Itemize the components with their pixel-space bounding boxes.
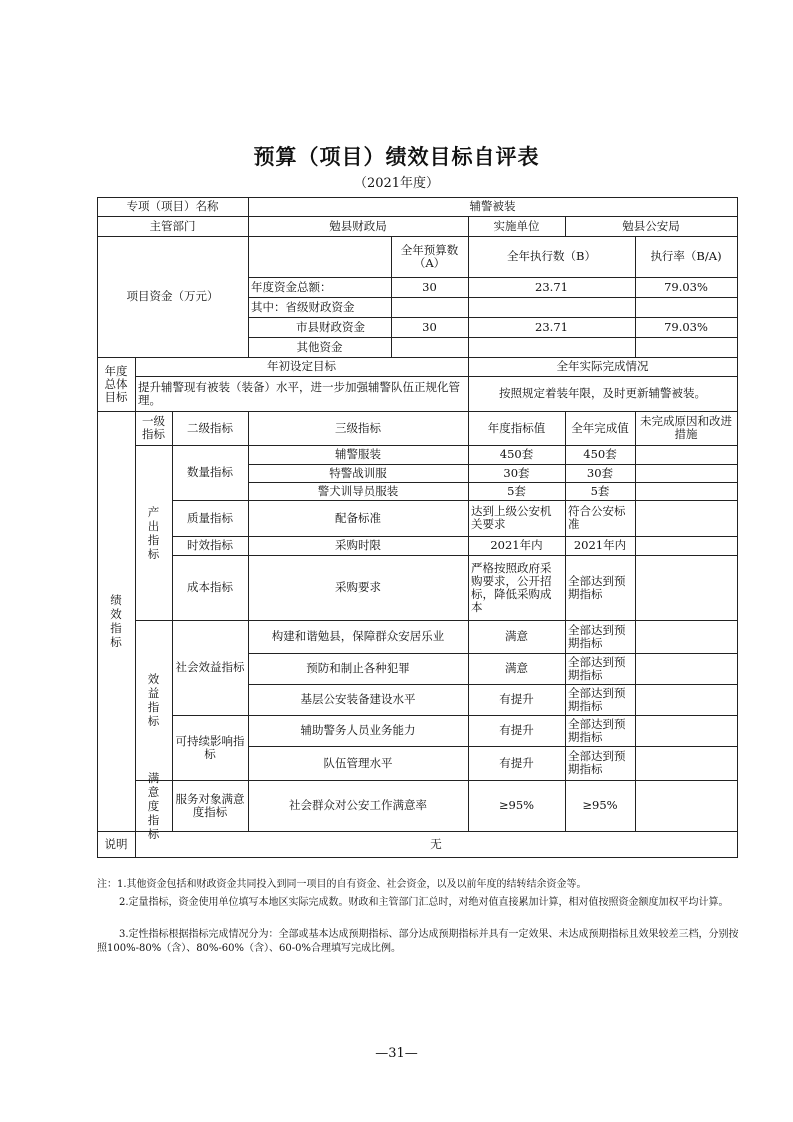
indicator-target bbox=[468, 445, 565, 464]
unit-value-text: 勉县公安局 bbox=[622, 218, 680, 233]
funds-row-budget bbox=[391, 317, 468, 337]
funds-row-name bbox=[270, 317, 391, 337]
dept-label-text: 主管部门 bbox=[149, 218, 196, 233]
indicator-actual-text: 450套 bbox=[583, 447, 617, 461]
indicator-reason bbox=[635, 555, 737, 620]
funds-row-budget-text: 30 bbox=[422, 279, 437, 294]
indicator-reason bbox=[635, 653, 737, 684]
dept-value bbox=[248, 216, 468, 236]
project-name-label-text: 专项（项目）名称 bbox=[126, 199, 219, 213]
l2-timeliness-text: 时效指标 bbox=[187, 538, 233, 552]
dept-label bbox=[97, 216, 248, 236]
funds-col-exec bbox=[468, 236, 635, 277]
funds-col-budget-text: 全年预算数（A） bbox=[400, 242, 459, 270]
l2-sustainable bbox=[172, 715, 248, 780]
perf-header-1-text: 二级指标 bbox=[187, 420, 233, 435]
indicator-name bbox=[248, 482, 468, 500]
funds-row-rate-text: 79.03% bbox=[664, 279, 708, 294]
indicator-target bbox=[468, 500, 565, 536]
indicator-name bbox=[248, 464, 468, 482]
indicator-actual bbox=[565, 780, 635, 831]
note-1: 注：1.其他资金包括和财政资金共同投入到同一项目的自有资金、社会资金，以及以前年度的结转结余资金等。 bbox=[97, 879, 587, 890]
indicator-target bbox=[468, 684, 565, 715]
perf-header-4-text: 全年完成值 bbox=[571, 420, 629, 435]
l1-output bbox=[135, 445, 172, 620]
table-row-rule bbox=[97, 857, 738, 858]
perf-header-3 bbox=[468, 411, 565, 445]
l1-satisfaction bbox=[135, 770, 172, 841]
funds-label bbox=[97, 236, 248, 357]
goals-col-initial bbox=[135, 357, 468, 376]
funds-row-name-text: 其他资金 bbox=[296, 339, 343, 354]
self-evaluation-table bbox=[97, 197, 737, 857]
l2-quality-text: 质量指标 bbox=[187, 510, 233, 525]
indicator-actual-text: 5套 bbox=[590, 483, 610, 498]
indicator-name bbox=[248, 500, 468, 536]
perf-label-text: 绩效指标 bbox=[110, 593, 122, 649]
funds-row-rate bbox=[635, 297, 737, 317]
funds-row-budget-text: 30 bbox=[422, 319, 437, 334]
page-number: —31— bbox=[375, 1046, 418, 1061]
indicator-target-text: 450套 bbox=[499, 447, 534, 461]
goals-initial-text: 提升辅警现有被装（装备）水平，进一步加强辅警队伍正规化管理。 bbox=[138, 379, 460, 407]
l2-quantity-text: 数量指标 bbox=[187, 465, 233, 479]
indicator-actual bbox=[565, 653, 635, 684]
indicator-actual-text: 符合公安标准 bbox=[568, 504, 626, 531]
indicator-name-text: 辅助警务人员业务能力 bbox=[300, 723, 416, 737]
indicator-actual bbox=[565, 746, 635, 780]
l2-sustainable-text: 可持续影响指标 bbox=[175, 733, 245, 761]
indicator-actual bbox=[565, 620, 635, 653]
indicator-target-text: 满意 bbox=[505, 629, 528, 643]
indicator-actual-text: 全部达到预期指标 bbox=[568, 622, 626, 650]
indicator-name-text: 构建和谐勉县，保障群众安居乐业 bbox=[271, 629, 445, 643]
funds-row-rate bbox=[635, 337, 737, 357]
goals-col-actual bbox=[468, 357, 737, 376]
funds-row-budget bbox=[391, 297, 468, 317]
l2-cost bbox=[172, 555, 248, 620]
indicator-target bbox=[468, 780, 565, 831]
indicator-name-text: 特警战训服 bbox=[329, 465, 387, 480]
perf-header-2-text: 三级指标 bbox=[335, 420, 381, 435]
funds-row-name-text: 其中：省级财政资金 bbox=[251, 299, 355, 314]
funds-row-exec-text: 23.71 bbox=[535, 319, 568, 334]
indicator-reason bbox=[635, 620, 737, 653]
indicator-name-text: 队伍管理水平 bbox=[323, 755, 393, 770]
perf-header-3-text: 年度指标值 bbox=[487, 420, 546, 435]
indicator-target bbox=[468, 620, 565, 653]
funds-row-name bbox=[248, 337, 391, 357]
indicator-actual-text: 全部达到预期指标 bbox=[568, 716, 626, 744]
indicator-target-text: 有提升 bbox=[499, 723, 534, 737]
l1-benefit bbox=[135, 620, 172, 780]
indicator-name bbox=[248, 536, 468, 555]
perf-label bbox=[97, 411, 135, 831]
funds-row-rate bbox=[635, 277, 737, 297]
project-name-value-text: 辅警被装 bbox=[469, 199, 516, 213]
funds-row-exec bbox=[468, 297, 635, 317]
indicator-name bbox=[248, 715, 468, 746]
indicator-target-text: 5套 bbox=[507, 483, 526, 498]
unit-value bbox=[565, 216, 737, 236]
indicator-target-text: 有提升 bbox=[499, 692, 534, 706]
indicator-actual-text: ≥95% bbox=[582, 798, 618, 812]
unit-label-text: 实施单位 bbox=[493, 218, 540, 233]
indicator-name-text: 警犬训导员服装 bbox=[317, 483, 399, 498]
funds-row-exec bbox=[468, 317, 635, 337]
indicator-actual bbox=[565, 536, 635, 555]
indicator-actual bbox=[565, 464, 635, 482]
indicator-target-text: 严格按照政府采购要求，公开招标，降低采购成本 bbox=[471, 560, 552, 614]
goals-actual bbox=[468, 376, 737, 411]
indicator-name bbox=[248, 555, 468, 620]
indicator-name-text: 社会群众对公安工作满意率 bbox=[289, 798, 427, 812]
remark-value bbox=[135, 831, 737, 857]
indicator-reason bbox=[635, 464, 737, 482]
remark-label bbox=[97, 831, 135, 857]
indicator-actual-text: 全部达到预期指标 bbox=[568, 749, 626, 776]
perf-header-5 bbox=[635, 411, 737, 445]
funds-row-exec-text: 23.71 bbox=[535, 279, 568, 294]
indicator-reason bbox=[635, 482, 737, 500]
l2-service-satisfaction bbox=[172, 780, 248, 831]
indicator-target-text: 满意 bbox=[505, 661, 528, 675]
indicator-target-text: 30套 bbox=[503, 465, 530, 480]
note-2: 2.定量指标，资金使用单位填写本地区实际完成数。财政和主管部门汇总时，对绝对值直接累加计算，相对值按照资金额度加权平均计算。 bbox=[119, 897, 729, 908]
goals-row-label-text: 年度总体目标 bbox=[104, 363, 128, 404]
funds-row-name bbox=[248, 277, 391, 297]
indicator-name bbox=[248, 746, 468, 780]
indicator-reason bbox=[635, 684, 737, 715]
indicator-target-text: 有提升 bbox=[499, 755, 534, 770]
l2-social-text: 社会效益指标 bbox=[175, 660, 245, 674]
perf-header-2 bbox=[248, 411, 468, 445]
l1-benefit-text: 效益指标 bbox=[147, 672, 160, 728]
funds-row-name bbox=[248, 297, 391, 317]
indicator-name-text: 采购时限 bbox=[335, 538, 381, 552]
indicator-reason bbox=[635, 445, 737, 464]
indicator-target bbox=[468, 746, 565, 780]
funds-label-text: 项目资金（万元） bbox=[126, 289, 219, 303]
goals-col-actual-text: 全年实际完成情况 bbox=[556, 359, 649, 373]
funds-row-name-text: 市县财政资金 bbox=[296, 319, 365, 334]
project-name-value bbox=[248, 197, 737, 216]
project-name-label bbox=[97, 197, 248, 216]
indicator-actual bbox=[565, 482, 635, 500]
perf-header-5-text: 未完成原因和改进措施 bbox=[640, 414, 732, 441]
report-year: （2021年度） bbox=[353, 176, 440, 191]
indicator-target-text: 达到上级公安机关要求 bbox=[471, 504, 552, 531]
indicator-target bbox=[468, 653, 565, 684]
unit-label bbox=[468, 216, 565, 236]
l1-satisfaction-text: 满意度指标 bbox=[147, 770, 160, 841]
indicator-name-text: 预防和制止各种犯罪 bbox=[306, 661, 410, 675]
l2-quantity bbox=[172, 445, 248, 500]
funds-col-rate-text: 执行率（B/A) bbox=[650, 249, 722, 263]
indicator-name-text: 基层公安装备建设水平 bbox=[300, 692, 416, 706]
indicator-actual bbox=[565, 555, 635, 620]
indicator-actual bbox=[565, 445, 635, 464]
goals-actual-text: 按照规定着装年限，及时更新辅警被装。 bbox=[499, 386, 706, 400]
indicator-actual-text: 30套 bbox=[586, 465, 614, 480]
indicator-target bbox=[468, 555, 565, 620]
indicator-name-text: 配备标准 bbox=[335, 510, 381, 525]
indicator-target bbox=[468, 715, 565, 746]
indicator-name bbox=[248, 620, 468, 653]
dept-value-text: 勉县财政局 bbox=[329, 218, 387, 233]
perf-header-4 bbox=[565, 411, 635, 445]
indicator-actual-text: 全部达到预期指标 bbox=[568, 685, 626, 713]
l2-social bbox=[172, 620, 248, 715]
funds-row-exec bbox=[468, 337, 635, 357]
funds-row-exec bbox=[468, 277, 635, 297]
remark-value-text: 无 bbox=[430, 836, 442, 851]
indicator-actual-text: 2021年内 bbox=[573, 538, 627, 552]
indicator-target bbox=[468, 536, 565, 555]
remark-label-text: 说明 bbox=[104, 836, 128, 851]
indicator-target-text: 2021年内 bbox=[490, 538, 543, 552]
funds-row-rate bbox=[635, 317, 737, 337]
indicator-actual bbox=[565, 715, 635, 746]
indicator-name bbox=[248, 684, 468, 715]
indicator-actual bbox=[565, 500, 635, 536]
indicator-reason bbox=[635, 536, 737, 555]
l2-service-satisfaction-text: 服务对象满意度指标 bbox=[175, 791, 245, 819]
indicator-target bbox=[468, 464, 565, 482]
goals-row-label bbox=[97, 357, 135, 411]
perf-header-0 bbox=[135, 411, 172, 445]
indicator-reason bbox=[635, 715, 737, 746]
indicator-reason bbox=[635, 500, 737, 536]
indicator-name bbox=[248, 445, 468, 464]
indicator-actual-text: 全部达到预期指标 bbox=[568, 573, 626, 601]
funds-row-budget bbox=[391, 337, 468, 357]
goals-initial bbox=[135, 376, 468, 411]
indicator-name bbox=[248, 653, 468, 684]
funds-col-rate bbox=[635, 236, 737, 277]
l2-cost-text: 成本指标 bbox=[187, 580, 233, 594]
indicator-name-text: 辅警服装 bbox=[335, 447, 381, 461]
l2-timeliness bbox=[172, 536, 248, 555]
funds-col-exec-text: 全年执行数（B） bbox=[507, 249, 596, 263]
indicator-name-text: 采购要求 bbox=[335, 580, 381, 594]
goals-col-initial-text: 年初设定目标 bbox=[267, 359, 336, 373]
indicator-name bbox=[248, 780, 468, 831]
funds-col-budget bbox=[391, 236, 468, 277]
indicator-actual bbox=[565, 684, 635, 715]
note-3: 3.定性指标根据指标完成情况分为：全部或基本达成预期指标、部分达成预期指标并具有一定效果、未达成预期指标且效果较差三档，分别按照100%-80%（含）、80%-60%（含）、60-0%合理填写完成比例。 bbox=[97, 929, 739, 954]
l1-output-text: 产出指标 bbox=[147, 504, 160, 561]
indicator-reason bbox=[635, 780, 737, 831]
indicator-reason bbox=[635, 746, 737, 780]
perf-header-0-text: 一级指标 bbox=[142, 414, 165, 441]
l2-quality bbox=[172, 500, 248, 536]
indicator-actual-text: 全部达到预期指标 bbox=[568, 654, 626, 682]
indicator-target-text: ≥95% bbox=[498, 798, 535, 812]
funds-row-name-text: 年度资金总额： bbox=[251, 279, 332, 294]
perf-header-1 bbox=[172, 411, 248, 445]
funds-row-rate-text: 79.03% bbox=[664, 319, 708, 334]
funds-row-budget bbox=[391, 277, 468, 297]
indicator-target bbox=[468, 482, 565, 500]
page-title: 预算（项目）绩效目标自评表 bbox=[253, 144, 540, 169]
